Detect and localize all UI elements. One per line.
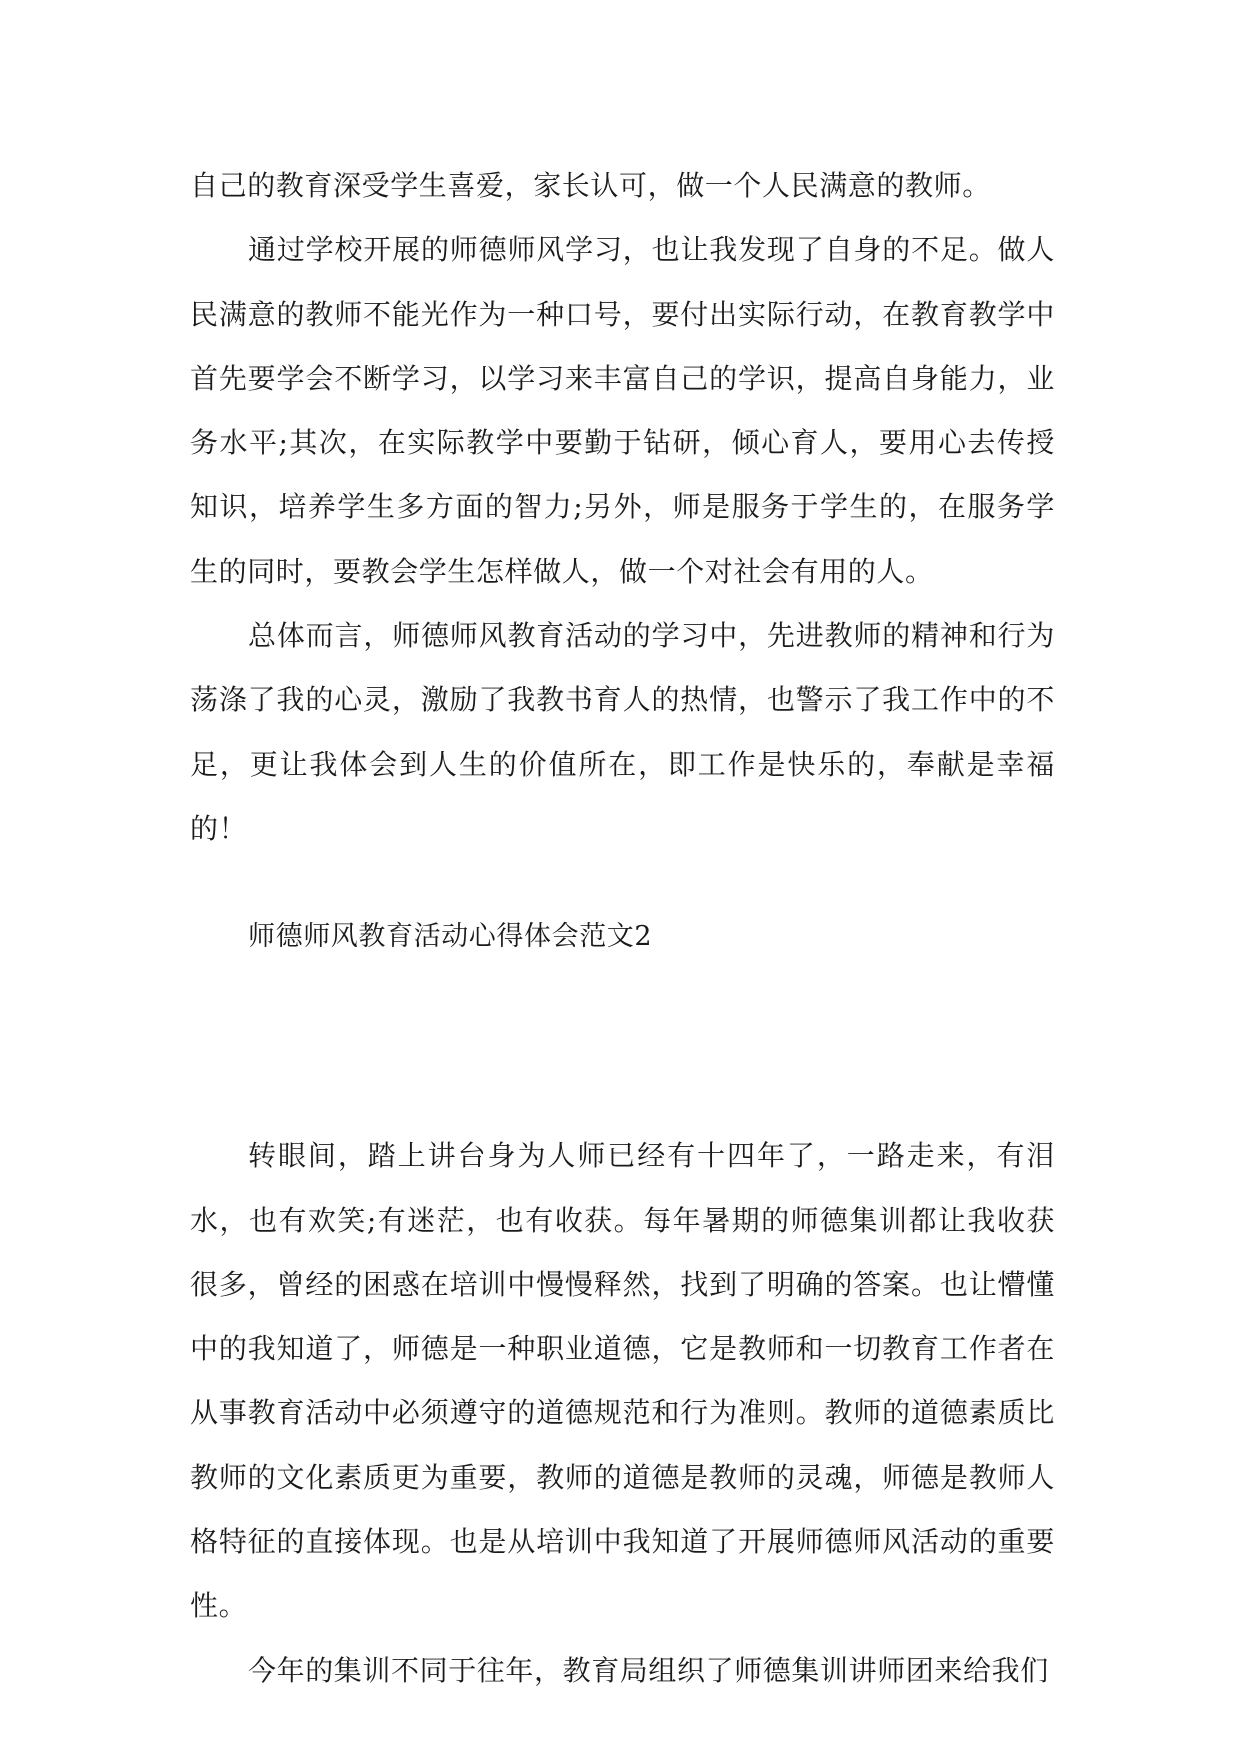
paragraph-continuation: 自己的教育深受学生喜爱，家长认可，做一个人民满意的教师。 (190, 169, 991, 202)
paragraph-this-year-training: 今年的集训不同于往年，教育局组织了师德集训讲师团来给我们 (248, 1653, 1049, 1687)
document-body (190, 154, 1055, 1703)
paragraph-self-reflection: 通过学校开展的师德师风学习，也让我发现了自身的不足。做人民满意的教师不能光作为一种口号，要付出实际行动，在教育教学中首先要学会不断学习，以学习来丰富自己的学识，提高自身能力，业务水平;其次，在实际教学中要勤于钻研，倾心育人，要用心去传授知识，培养学生多方面的智力;另外，师是服务于学生的，在服务学生的同时，要教会学生怎样做人，做一个对社会有用的人。 (190, 233, 1055, 588)
section-spacer (190, 969, 1055, 1124)
paragraph-teaching-years: 转眼间，踏上讲台身为人师已经有十四年了，一路走来，有泪水，也有欢笑;有迷茫，也有收获。每年暑期的师德集训都让我收获很多，曾经的困惑在培训中慢慢释然，找到了明确的答案。也让懵懂中的我知道了，师德是一种职业道德，它是教师和一切教育工作者在从事教育活动中必须遵守的道德规范和行为准则。教师的道德素质比教师的文化素质更为重要，教师的道德是教师的灵魂，师德是教师人格特征的直接体现。也是从培训中我知道了开展师德师风活动的重要性。 (190, 1139, 1055, 1623)
paragraph-summary: 总体而言，师德师风教育活动的学习中，先进教师的精神和行为荡涤了我的心灵，激励了我教书育人的热情，也警示了我工作中的不足，更让我体会到人生的价值所在，即工作是快乐的，奉献是幸福的！ (190, 619, 1055, 845)
section-title: 师德师风教育活动心得体会范文2 (248, 921, 653, 953)
